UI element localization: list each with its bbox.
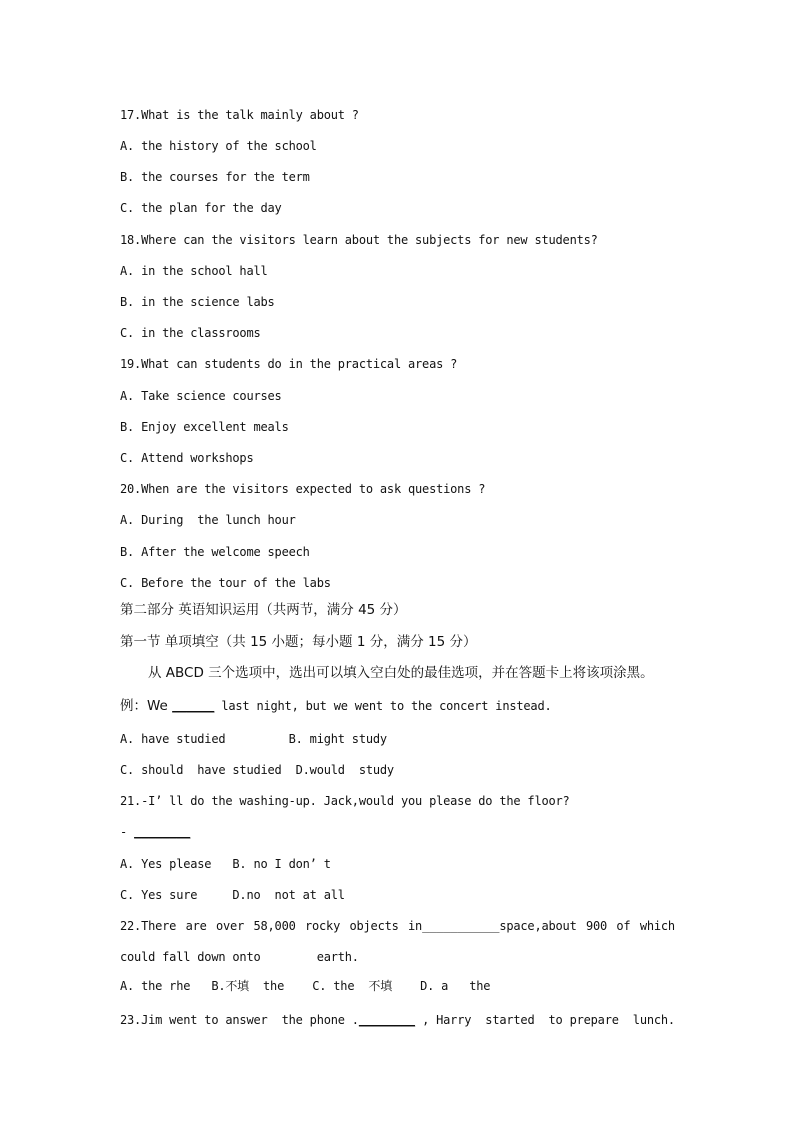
q22-word: objects (349, 919, 399, 933)
question-19-stem: 19.What can students do in the practical areas ? (120, 357, 458, 371)
question-21-stem: 21.-I’ ll do the washing-up. Jack,would you please do the floor? (120, 794, 570, 808)
section1-heading: 第一节 单项填空（共 15 小题；每小题 1 分，满分 15 分） (120, 634, 477, 650)
part2-heading: 第二部分 英语知识运用（共两节，满分 45 分） (120, 602, 407, 618)
question-19-option-c: C. Attend workshops (120, 451, 254, 465)
question-21-options-row1: A. Yes please B. no I don’ t (120, 857, 331, 871)
q22-word: in___________space,about (408, 919, 577, 933)
question-18-option-c: C. in the classrooms (120, 326, 261, 340)
question-23-stem (120, 1012, 675, 1028)
example-options-row1: A. have studied B. might study (120, 732, 387, 746)
q22-word: over (216, 919, 245, 933)
question-17-stem: 17.What is the talk mainly about ? (120, 108, 359, 122)
q22-word: 900 (585, 919, 608, 933)
question-18-option-b: B. in the science labs (120, 295, 275, 309)
section1-instruction: 从 ABCD 三个选项中，选出可以填入空白处的最佳选项，并在答题卡上将该项涂黑。 (148, 665, 654, 681)
q22-word: rocky (304, 919, 341, 933)
question-20-option-b: B. After the welcome speech (120, 545, 310, 559)
q22-word: of (616, 919, 631, 933)
example-prefix: 例：We (120, 698, 173, 714)
question-21-reply-dash: - (120, 825, 135, 839)
question-18-option-a: A. in the school hall (120, 264, 268, 278)
question-17-option-b: B. the courses for the term (120, 170, 310, 184)
question-17-option-a: A. the history of the school (120, 139, 317, 153)
question-22-stem-line2: could fall down onto earth. (120, 950, 359, 964)
q22-word: 22.There (120, 919, 177, 933)
question-17-option-c: C. the plan for the day (120, 201, 282, 215)
question-18-stem: 18.Where can the visitors learn about the subjects for new students? (120, 233, 598, 247)
example-blank: ______ (172, 699, 215, 713)
question-19-option-b: B. Enjoy excellent meals (120, 420, 289, 434)
question-23-blank: ________ (358, 1013, 416, 1027)
question-20-option-a: A. During the lunch hour (120, 513, 296, 527)
question-21-reply (120, 824, 190, 840)
question-19-option-a: A. Take science courses (120, 389, 282, 403)
question-22-stem-line1 (120, 918, 675, 934)
question-20-stem: 20.When are the visitors expected to ask questions ? (120, 482, 486, 496)
question-22-options: A. the rhe B.不填 the C. the 不填 D. a the (120, 979, 491, 993)
example-stem-rest: last night, but we went to the concert instead. (214, 699, 552, 713)
question-20-option-c: C. Before the tour of the labs (120, 576, 331, 590)
example-stem (120, 698, 552, 714)
q22-word: which (639, 919, 675, 933)
question-21-options-row2: C. Yes sure D.no not at all (120, 888, 345, 902)
q22-word: are (185, 919, 207, 933)
example-options-row2: C. should have studied D.would study (120, 763, 394, 777)
q22-word: 58,000 (253, 919, 296, 933)
question-23-stem-rest: , Harry started to prepare lunch. (415, 1013, 675, 1027)
question-21-blank: ________ (134, 825, 191, 839)
question-23-stem-start: 23.Jim went to answer the phone . (120, 1013, 359, 1027)
